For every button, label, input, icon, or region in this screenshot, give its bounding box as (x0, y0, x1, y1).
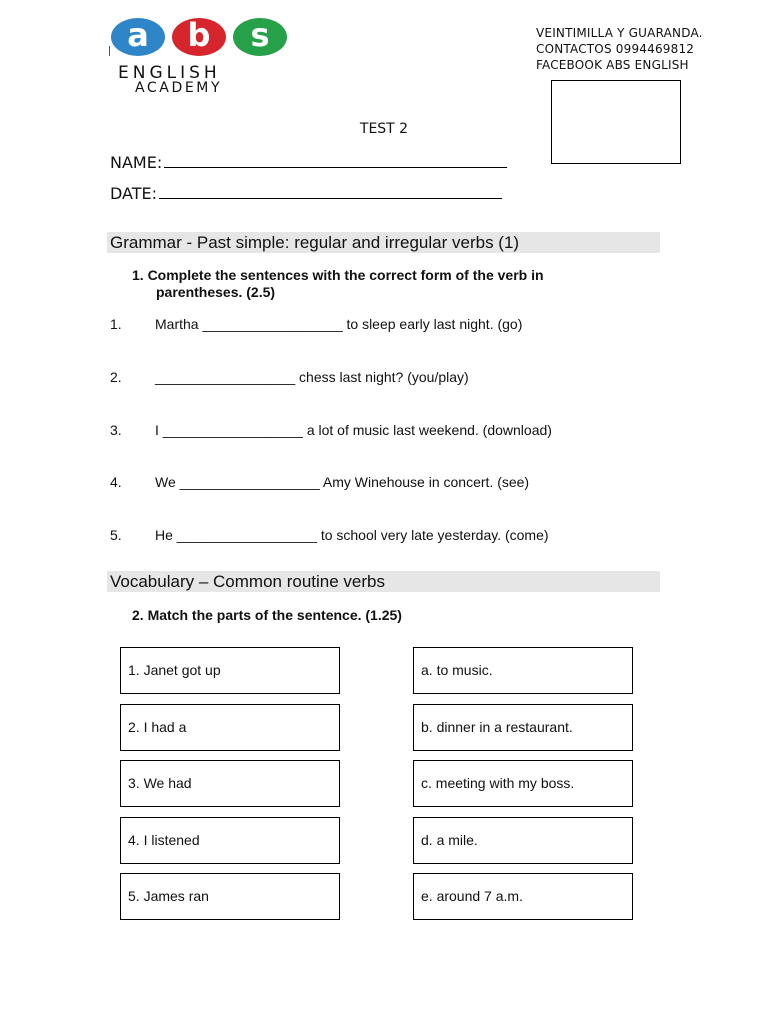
match-right-text: c. meeting with my boss. (421, 775, 575, 791)
name-label: NAME: (110, 153, 163, 172)
logo-text-english: ENGLISH (118, 63, 221, 83)
item-number: 5. (110, 527, 122, 543)
match-left-box-3[interactable] (120, 760, 340, 807)
item-number: 1. (110, 316, 122, 332)
match-left-box-4[interactable] (120, 817, 340, 864)
match-right-box-d[interactable] (413, 817, 633, 864)
logo-circle-s (233, 18, 287, 56)
logo-letter-b: b (187, 16, 211, 54)
match-right-text: b. dinner in a restaurant. (421, 719, 573, 735)
logo-text-academy: ACADEMY (135, 80, 223, 96)
logo-letter-s: s (250, 16, 270, 54)
match-left-box-1[interactable] (120, 647, 340, 694)
item-sentence[interactable]: __________________ chess last night? (you/play) (155, 369, 469, 385)
date-field[interactable] (110, 184, 502, 203)
match-left-box-2[interactable] (120, 704, 340, 751)
match-left-text: 2. I had a (128, 719, 187, 735)
match-right-text: d. a mile. (421, 832, 478, 848)
date-blank-line[interactable] (159, 184, 502, 199)
contact-address: VEINTIMILLA Y GUARANDA. (536, 26, 703, 40)
logo-circle-b (172, 18, 226, 56)
match-right-text: e. around 7 a.m. (421, 888, 523, 904)
date-label: DATE: (110, 184, 158, 203)
name-blank-line[interactable] (164, 153, 507, 168)
academy-logo (108, 16, 298, 100)
item-number: 3. (110, 422, 122, 438)
item-sentence[interactable]: I __________________ a lot of music last weekend. (download) (155, 422, 552, 438)
match-right-text: a. to music. (421, 662, 493, 678)
vocabulary-instruction: 2. Match the parts of the sentence. (1.25) (132, 607, 402, 623)
grammar-section-header (107, 232, 660, 253)
logo-letter-a: a (127, 16, 149, 54)
contact-phone: CONTACTOS 0994469812 (536, 42, 695, 56)
match-left-text: 3. We had (128, 775, 192, 791)
contact-facebook: FACEBOOK ABS ENGLISH (536, 58, 689, 72)
logo-circle-a (111, 18, 165, 56)
match-left-text: 5. James ran (128, 888, 209, 904)
match-right-box-a[interactable] (413, 647, 633, 694)
match-right-box-b[interactable] (413, 704, 633, 751)
vocabulary-section-header (107, 571, 660, 592)
match-left-box-5[interactable] (120, 873, 340, 920)
match-left-text: 4. I listened (128, 832, 200, 848)
item-number: 2. (110, 369, 122, 385)
vocabulary-heading: Vocabulary – Common routine verbs (110, 572, 385, 591)
logo-tick-mark (109, 46, 110, 56)
test-title: TEST 2 (359, 121, 409, 137)
item-sentence[interactable]: We __________________ Amy Winehouse in concert. (see) (155, 474, 530, 490)
item-sentence[interactable]: He __________________ to school very late yesterday. (come) (155, 527, 549, 543)
grammar-instruction-line1: 1. Complete the sentences with the correct form of the verb in (132, 267, 544, 283)
name-field[interactable] (110, 153, 507, 172)
item-sentence[interactable]: Martha __________________ to sleep early last night. (go) (155, 316, 523, 332)
grammar-instruction-line2: parentheses. (2.5) (156, 284, 276, 300)
match-left-text: 1. Janet got up (128, 662, 221, 678)
grammar-heading: Grammar - Past simple: regular and irregular verbs (1) (110, 233, 520, 252)
match-right-box-c[interactable] (413, 760, 633, 807)
item-number: 4. (110, 474, 122, 490)
grammar-instruction (132, 267, 544, 301)
match-right-box-e[interactable] (413, 873, 633, 920)
